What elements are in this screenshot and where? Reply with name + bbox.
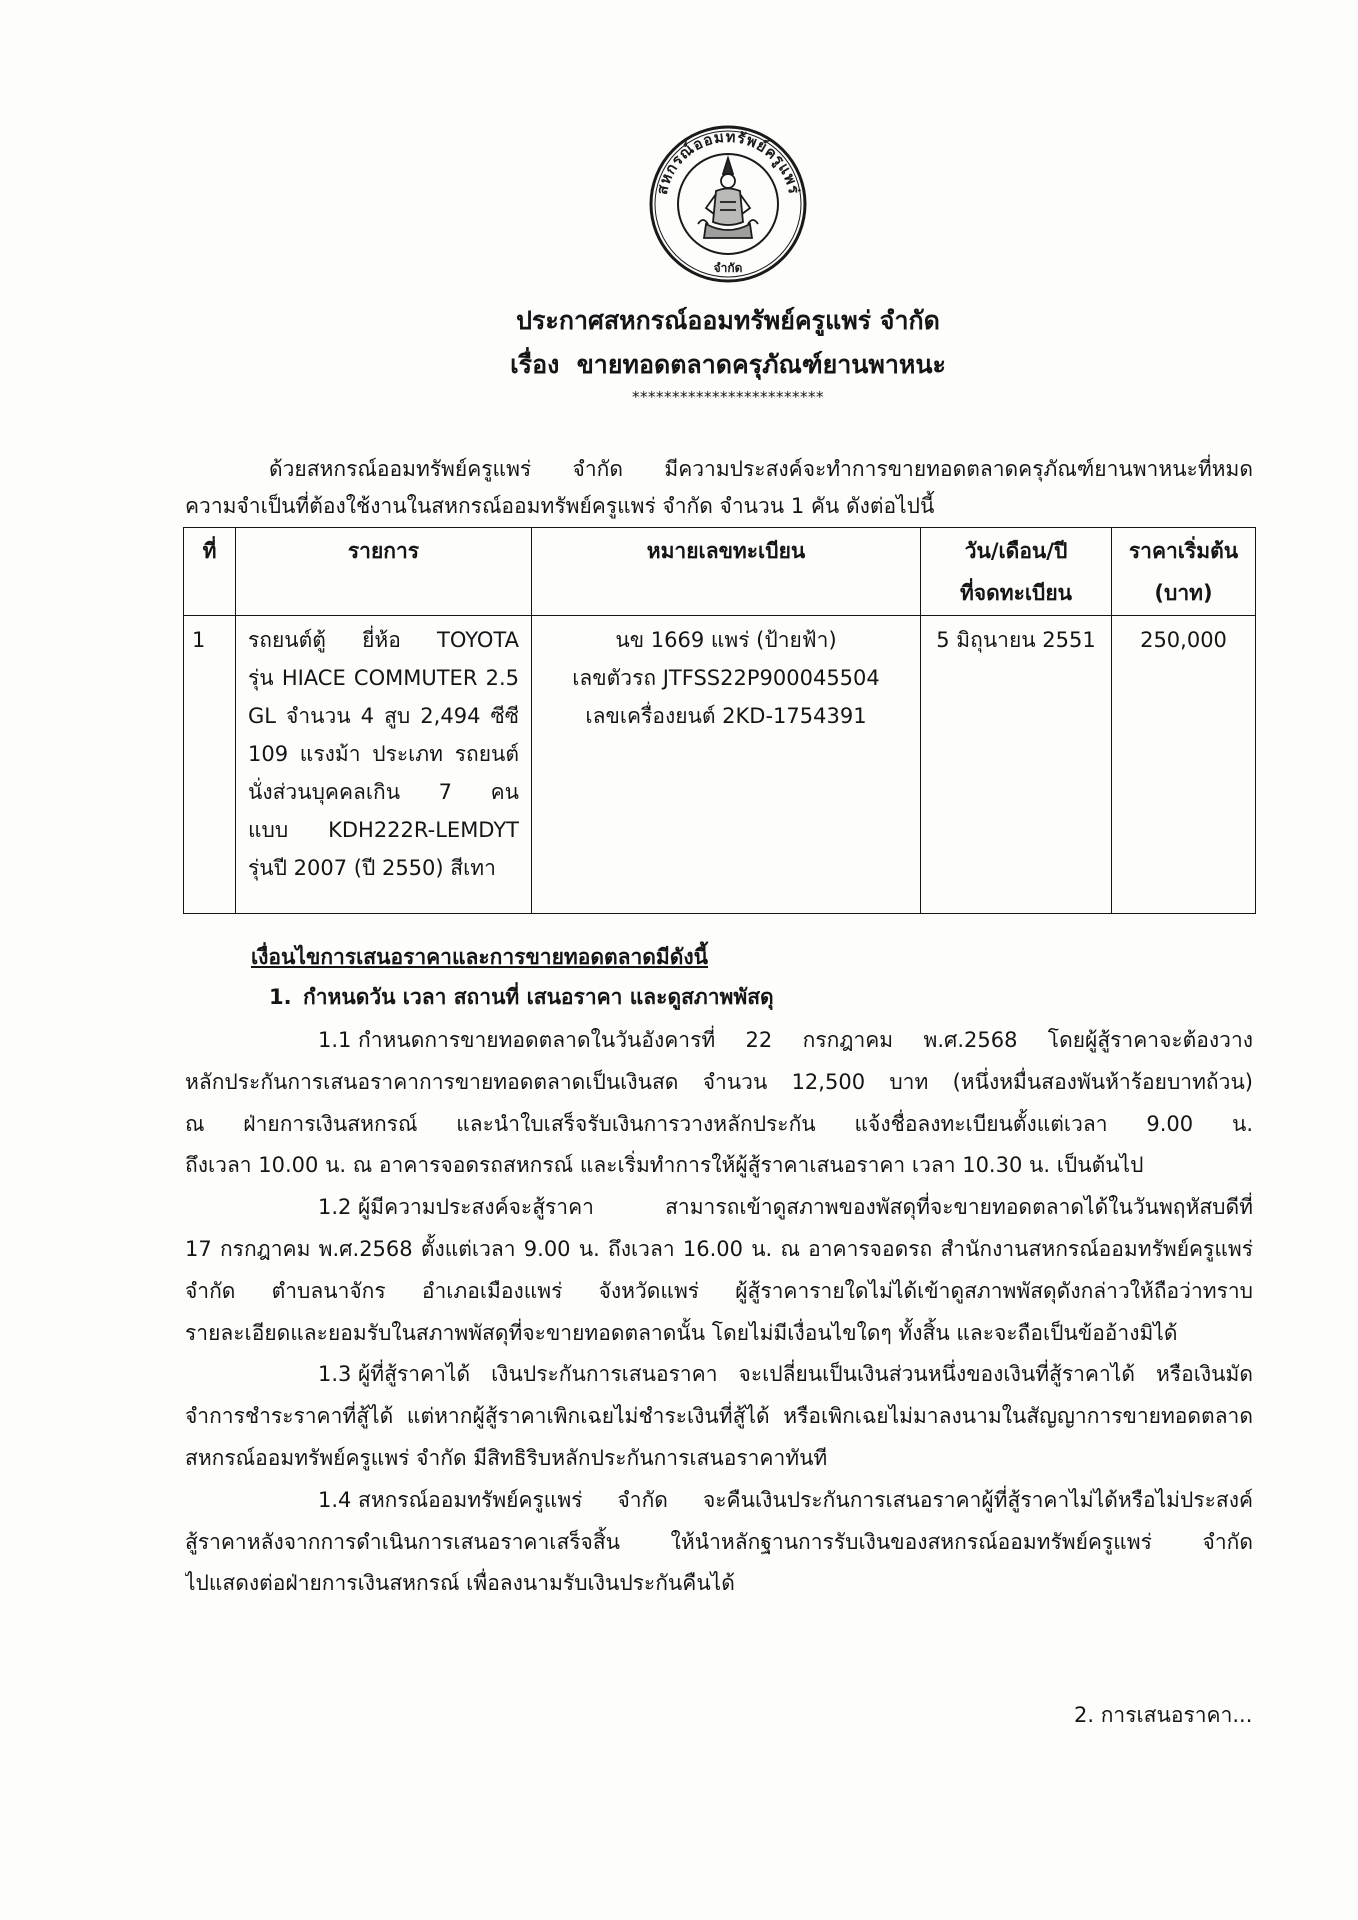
header-label: รายการ <box>347 539 420 563</box>
item-line: รถยนต์ตู้ ยี่ห้อ TOYOTA <box>248 628 519 652</box>
cooperative-seal <box>648 124 808 284</box>
registration-line: เลขตัวรถ JTFSS22P900045504 <box>572 666 880 690</box>
registration-line: นข 1669 แพร่ (ป้ายฟ้า) <box>615 628 837 652</box>
seal-emblem-figure <box>698 158 758 238</box>
header-label: ที่ <box>202 539 217 563</box>
section-1-heading <box>269 977 1253 1017</box>
header-cell-registration <box>532 528 921 616</box>
header-cell-date <box>921 528 1112 616</box>
row-number: 1 <box>192 628 206 652</box>
clause-number: 1.3 <box>318 1362 352 1387</box>
clause-line: ไปแสดงต่อฝ่ายการเงินสหกรณ์ เพื่อลงนามรับเงินประกันคืนได้ <box>185 1571 735 1596</box>
starting-price: 250,000 <box>1140 628 1227 652</box>
item-line: รุ่น HIACE COMMUTER 2.5 <box>248 666 519 690</box>
header-cell-item <box>236 528 532 616</box>
clause-number: 1.2 <box>318 1195 352 1220</box>
cell-registered-date <box>921 616 1112 914</box>
conditions-heading: เงื่อนไขการเสนอราคาและการขายทอดตลาดมีดังนี้ <box>251 945 709 969</box>
title-separator: ************************ <box>632 388 824 406</box>
section-number: 1. <box>269 985 292 1009</box>
clause-text: กำหนดการขายทอดตลาดในวันอังคารที่ 22 กรกฎาคม พ.ศ.2568 โดยผู้สู้ราคาจะต้องวาง <box>358 1028 1253 1052</box>
cell-starting-price <box>1112 616 1256 914</box>
clause-line: จำการชำระราคาที่สู้ได้ แต่หากผู้สู้ราคาเพิกเฉยไม่ชำระเงินที่สู้ได้ หรือเพิกเฉยไม่มาลงนามในสัญญาการขายทอดตลาด <box>185 1404 1253 1429</box>
table-row <box>184 616 1256 914</box>
clause-first-line <box>185 1020 1253 1062</box>
header-cell-no <box>184 528 236 616</box>
clause-line: ณ ฝ่ายการเงินสหกรณ์ และนำใบเสร็จรับเงินการวางหลักประกัน แจ้งชื่อลงทะเบียนตั้งแต่เวลา 9.00 น. <box>185 1111 1253 1136</box>
announcement-title: ประกาศสหกรณ์ออมทรัพย์ครูแพร่ จำกัด <box>516 306 940 335</box>
clause-first-line <box>185 1187 1253 1229</box>
clause-text: ผู้ที่สู้ราคาได้ เงินประกันการเสนอราคา จะเปลี่ยนเป็นเงินส่วนหนึ่งของเงินที่สู้ราคาได้ หรือเงินมัด <box>358 1362 1253 1387</box>
registered-date: 5 มิถุนายน 2551 <box>936 628 1096 652</box>
clause-first-line <box>185 1480 1253 1522</box>
section-1-clauses <box>185 1020 1253 1605</box>
seal-bottom-text: จำกัด <box>713 261 743 275</box>
section-title: กำหนดวัน เวลา สถานที่ เสนอราคา และดูสภาพพัสดุ <box>303 985 774 1009</box>
seal-arc-text: สหกรณ์ออมทรัพย์ครูแพร่ <box>652 127 804 197</box>
announcement-subject: เรื่อง ขายทอดตลาดครุภัณฑ์ยานพาหนะ <box>510 350 946 379</box>
clause-text: ผู้มีความประสงค์จะสู้ราคา สามารถเข้าดูสภาพของพัสดุที่จะขายทอดตลาดได้ในวันพฤหัสบดีที่ <box>358 1195 1253 1220</box>
cell-registration <box>532 616 921 914</box>
vehicle-table <box>183 527 1256 914</box>
header-label: (บาท) <box>1154 581 1213 605</box>
clause-line: หลักประกันการเสนอราคาการขายทอดตลาดเป็นเงินสด จำนวน 12,500 บาท (หนึ่งหมื่นสองพันห้าร้อยบาทถ้วน) <box>185 1069 1253 1094</box>
clause-line: จำกัด ตำบลนาจักร อำเภอเมืองแพร่ จังหวัดแพร่ ผู้สู้ราคารายใดไม่ได้เข้าดูสภาพพัสดุดังกล่าวให้ถือว่าทราบ <box>185 1278 1253 1303</box>
clause-line: สหกรณ์ออมทรัพย์ครูแพร่ จำกัด มีสิทธิริบหลักประกันการเสนอราคาทันที <box>185 1445 828 1470</box>
clause-number: 1.1 <box>318 1028 352 1052</box>
clause-first-line <box>185 1354 1253 1396</box>
cell-no <box>184 616 236 914</box>
clause-text: สหกรณ์ออมทรัพย์ครูแพร่ จำกัด จะคืนเงินประกันการเสนอราคาผู้ที่สู้ราคาไม่ได้หรือไม่ประสงค์ <box>358 1487 1253 1512</box>
item-line: GL จำนวน 4 สูบ 2,494 ซีซี <box>248 704 519 728</box>
clause-line: รายละเอียดและยอมรับในสภาพพัสดุที่จะขายทอดตลาดนั้น โดยไม่มีเงื่อนไขใดๆ ทั้งสิ้น และจะถือเป็นข้ออ้างมิได้ <box>185 1320 1178 1345</box>
item-line: 109 แรงม้า ประเภท รถยนต์ <box>248 742 519 766</box>
item-line: นั่งส่วนบุคคลเกิน 7 คน <box>248 780 519 804</box>
header-label: ที่จดทะเบียน <box>959 581 1073 605</box>
header-label: ราคาเริ่มต้น <box>1128 539 1239 563</box>
page-continuation: 2. การเสนอราคา... <box>1074 1703 1253 1727</box>
table-header-row <box>184 528 1256 616</box>
item-line: แบบ KDH222R-LEMDYT <box>248 818 519 842</box>
item-line: รุ่นปี 2007 (ปี 2550) สีเทา <box>248 856 496 880</box>
registration-line: เลขเครื่องยนต์ 2KD-1754391 <box>585 704 867 728</box>
clause-line: 17 กรกฎาคม พ.ศ.2568 ตั้งแต่เวลา 9.00 น. ถึงเวลา 16.00 น. ณ อาคารจอดรถ สำนักงานสหกรณ์ออมทรัพย์ครูแพร่ <box>185 1236 1253 1261</box>
clause-line: สู้ราคาหลังจากการดำเนินการเสนอราคาเสร็จสิ้น ให้นำหลักฐานการรับเงินของสหกรณ์ออมทรัพย์ครูแพร่ จำกัด <box>185 1529 1253 1554</box>
clause-line: ถึงเวลา 10.00 น. ณ อาคารจอดรถสหกรณ์ และเริ่มทำการให้ผู้สู้ราคาเสนอราคา เวลา 10.30 น. เป็นต้นไป <box>185 1153 1144 1178</box>
header-label: หมายเลขทะเบียน <box>646 539 806 563</box>
header-cell-price <box>1112 528 1256 616</box>
cell-item <box>236 616 532 914</box>
intro-line: ด้วยสหกรณ์ออมทรัพย์ครูแพร่ จำกัด มีความประสงค์จะทำการขายทอดตลาดครุภัณฑ์ยานพาหนะที่หมด <box>269 457 1253 481</box>
intro-line: ความจำเป็นที่ต้องใช้งานในสหกรณ์ออมทรัพย์ครูแพร่ จำกัด จำนวน 1 คัน ดังต่อไปนี้ <box>185 494 935 518</box>
header-label: วัน/เดือน/ปี <box>964 539 1068 563</box>
clause-number: 1.4 <box>318 1487 352 1512</box>
